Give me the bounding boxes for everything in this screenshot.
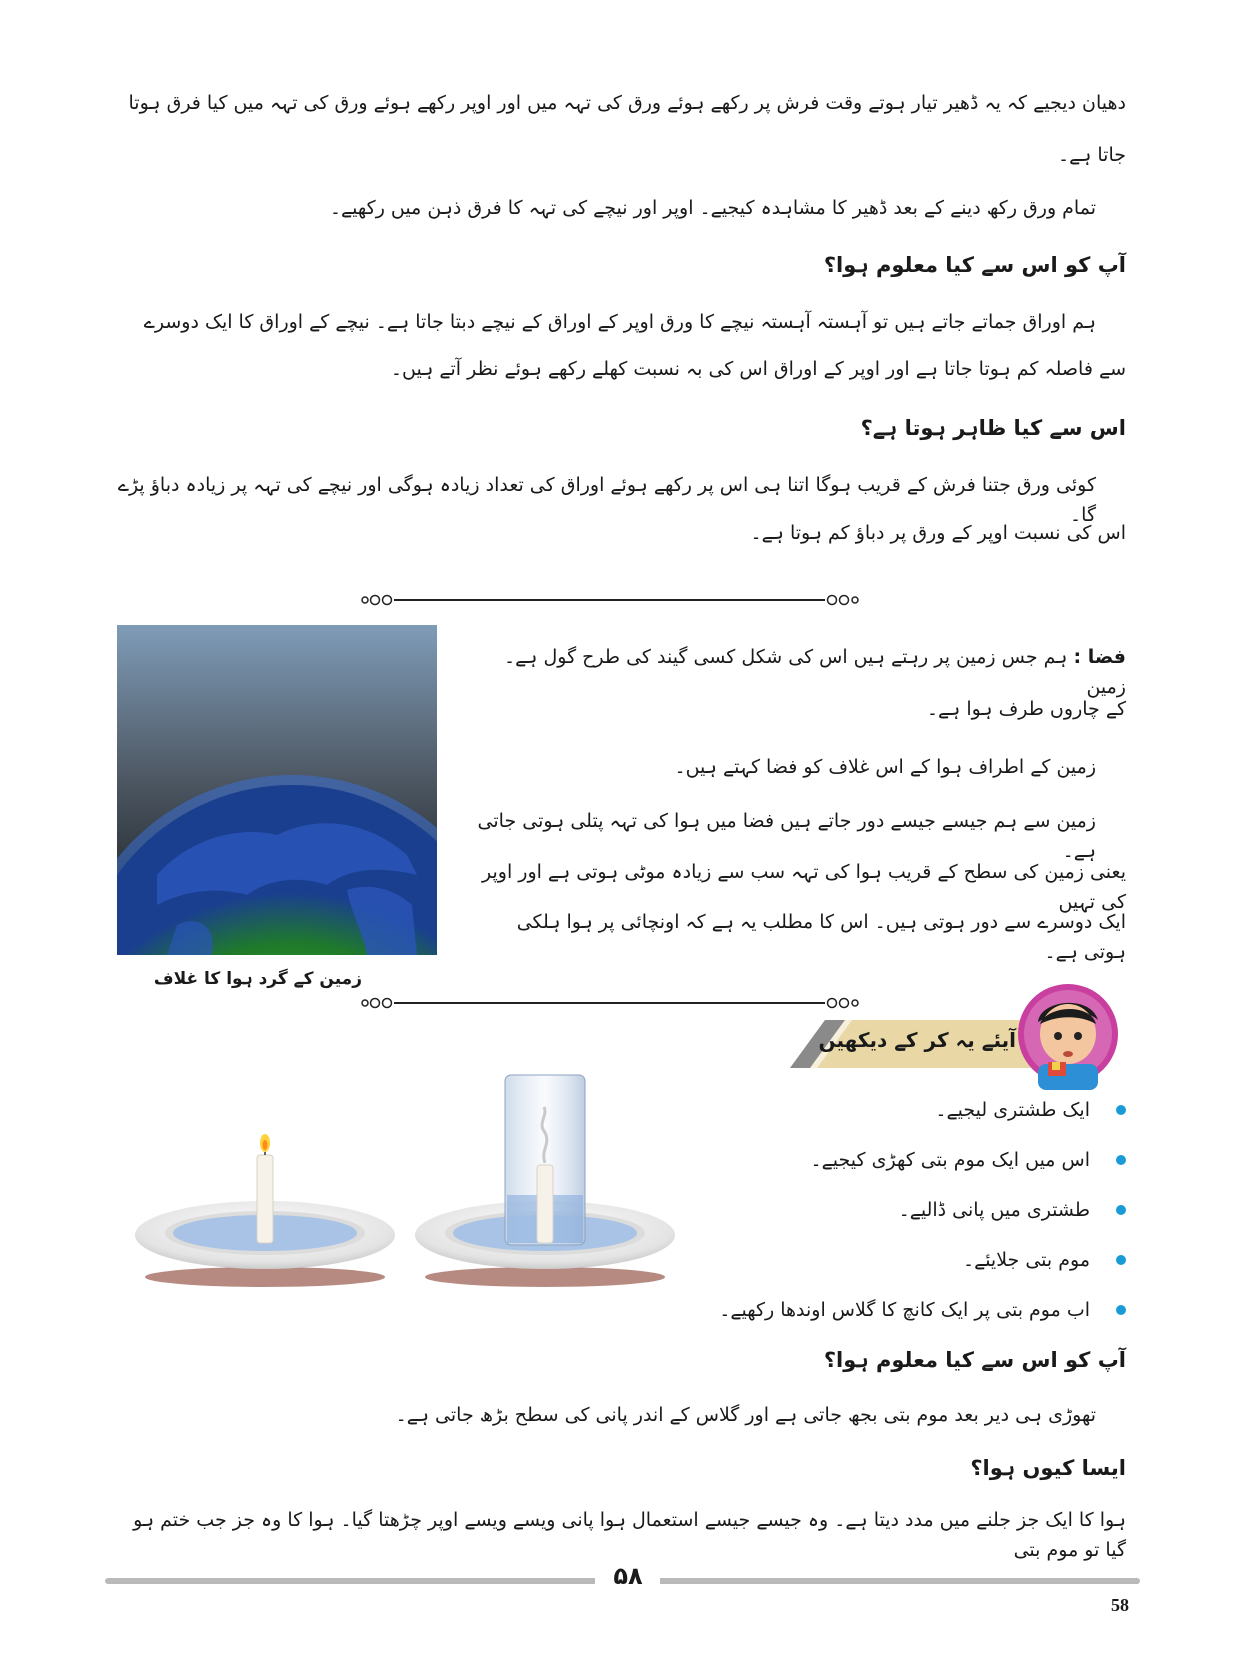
activity-step-text: طشتری میں پانی ڈالیے۔ <box>898 1199 1090 1221</box>
answer-3: تھوڑی ہی دیر بعد موم بتی بجھ جاتی ہے اور گلاس کے اندر پانی کی سطح بڑھ جاتی ہے۔ <box>395 1404 1096 1426</box>
answer-1-line-1: ہم اوراق جماتے جاتے ہیں تو آہستہ آہستہ نیچے کا ورق اوپر کے اوراق کے نیچے دبتا جاتا ہے۔ نیچے کے اوراق کا ایک دوسرے <box>143 311 1096 333</box>
activity-step-text: ایک طشتری لیجیے۔ <box>935 1099 1090 1121</box>
boy-avatar-icon <box>1010 982 1125 1092</box>
activity-step-1 <box>566 1093 1126 1127</box>
space-line-6: ایک دوسرے سے دور ہوتی ہیں۔ اس کا مطلب یہ ہے کہ اونچائی پر ہوا ہلکی ہوتی ہے۔ <box>516 911 1126 963</box>
answer-1-line-2: سے فاصلہ کم ہوتا جاتا ہے اور اوپر کے اوراق اس کی بہ نسبت کھلے رکھے ہوئے نظر آتے ہیں۔ <box>390 358 1126 380</box>
page-number: 58 <box>1111 1595 1129 1615</box>
activity-step-2 <box>566 1143 1126 1177</box>
space-line-2: کے چاروں طرف ہوا ہے۔ <box>926 698 1126 720</box>
earth-atmosphere-image <box>117 625 437 955</box>
space-line-5: یعنی زمین کی سطح کے قریب ہوا کی تہہ سب سے زیادہ موٹی ہوتی ہے اور اوپر کی تہیں <box>482 861 1126 913</box>
bullet-icon <box>1116 1305 1126 1315</box>
question-heading-3: آپ کو اس سے کیا معلوم ہوا؟ <box>823 1348 1126 1372</box>
bullet-icon <box>1116 1205 1126 1215</box>
bullet-icon <box>1116 1105 1126 1115</box>
activity-step-3 <box>566 1193 1126 1227</box>
question-heading-2: اس سے کیا ظاہر ہوتا ہے؟ <box>860 416 1126 440</box>
activity-step-text: اب موم بتی پر ایک کانچ کا گلاس اوندھا رکھیے۔ <box>719 1299 1090 1321</box>
page-number-urdu: ۵۸ <box>613 1562 643 1590</box>
activity-step-5 <box>566 1293 1126 1327</box>
activity-step-text: موم بتی جلایئے۔ <box>962 1249 1090 1271</box>
section-divider-bottom <box>360 993 870 1013</box>
space-line-1 <box>471 642 1126 702</box>
space-line-1-text: ہم جس زمین پر رہتے ہیں اس کی شکل کسی گیند کی طرح گول ہے۔ زمین <box>504 646 1126 698</box>
question-heading-4: ایسا کیوں ہوا؟ <box>970 1456 1126 1480</box>
answer-4: ہوا کا ایک جز جلنے میں مدد دیتا ہے۔ وہ جیسے جیسے استعمال ہوا پانی ویسے ویسے اوپر چڑھتا گیا۔ ہوا کا وہ جز جب ختم ہو گیا تو موم بتی <box>133 1509 1126 1561</box>
activity-step-4 <box>566 1243 1126 1277</box>
question-heading-1: آپ کو اس سے کیا معلوم ہوا؟ <box>823 253 1126 277</box>
activity-banner-title: آیئے یہ کر کے دیکھیں <box>818 1028 1016 1052</box>
space-term: فضا : <box>1073 646 1126 668</box>
section-divider-top <box>360 590 870 610</box>
answer-2-line-2: اس کی نسبت اوپر کے ورق پر دباؤ کم ہوتا ہے۔ <box>750 522 1126 544</box>
bullet-icon <box>1116 1255 1126 1265</box>
footer-bar-right <box>660 1578 1140 1584</box>
answer-2-line-1: کوئی ورق جتنا فرش کے قریب ہوگا اتنا ہی اس پر رکھے ہوئے اوراق کی تعداد زیادہ ہوگی اور نیچے کی تہہ پر زیادہ دباؤ پڑے گا۔ <box>117 474 1096 526</box>
intro-line-3: تمام ورق رکھ دینے کے بعد ڈھیر کا مشاہدہ کیجیے۔ اوپر اور نیچے کی تہہ کا فرق ذہن میں رکھیے۔ <box>329 197 1096 219</box>
intro-line-2: جاتا ہے۔ <box>1057 144 1126 166</box>
space-line-4: زمین سے ہم جیسے جیسے دور جاتے ہیں فضا میں ہوا کی تہہ پتلی ہوتی جاتی ہے۔ <box>477 810 1096 862</box>
footer-bar-left <box>105 1578 595 1584</box>
activity-step-text: اس میں ایک موم بتی کھڑی کیجیے۔ <box>810 1149 1090 1171</box>
intro-line-1: دھیان دیجیے کہ یہ ڈھیر تیار ہوتے وقت فرش پر رکھے ہوئے ورق کی تہہ میں اور اوپر رکھے ہوئے ورق کی تہہ میں کیا فرق ہوتا <box>128 92 1126 114</box>
bullet-icon <box>1116 1155 1126 1165</box>
image-caption: زمین کے گرد ہوا کا غلاف <box>153 969 362 989</box>
space-line-3: زمین کے اطراف ہوا کے اس غلاف کو فضا کہتے ہیں۔ <box>674 756 1096 778</box>
